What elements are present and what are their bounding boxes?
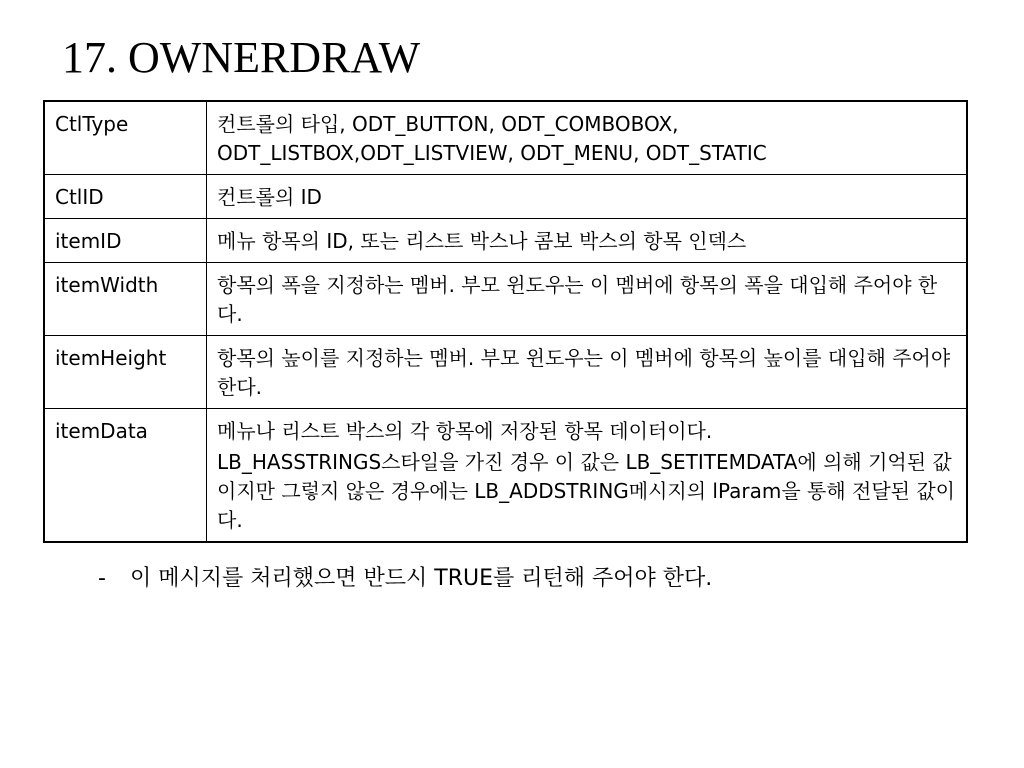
description-text: LB_HASSTRINGS스타일을 가진 경우 이 값은 LB_SETITEMDATA에 의해 기억된 값이지만 그렇지 않은 경우에는 LB_ADDSTRING메시지의 lParam을 통해 전달된 값이다. (217, 450, 955, 532)
field-description-cell (207, 101, 968, 175)
description-text: 항목의 높이를 지정하는 멤버. 부모 윈도우는 이 멤버에 항목의 높이를 대입해 주어야 한다. (217, 346, 951, 399)
table-row (44, 263, 967, 336)
footnote-text: 이 메시지를 처리했으면 반드시 TRUE를 리턴해 주어야 한다. (130, 566, 713, 591)
table-row (44, 336, 967, 409)
ownerdraw-struct-table (43, 100, 968, 543)
table-row (44, 219, 967, 263)
field-name-cell: itemHeight (44, 336, 207, 409)
table-row (44, 101, 967, 175)
field-description-cell (207, 175, 968, 219)
field-name-cell: itemWidth (44, 263, 207, 336)
footnote (98, 563, 712, 595)
description-text: 컨트롤의 ID (217, 185, 322, 209)
field-name-cell: itemData (44, 409, 207, 543)
description-text: 항목의 폭을 지정하는 멤버. 부모 윈도우는 이 멤버에 항목의 폭을 대입해 주어야 한다. (217, 273, 938, 326)
table-row (44, 409, 967, 543)
bullet-dash: - (98, 566, 106, 591)
table-row (44, 175, 967, 219)
field-name-cell: itemID (44, 219, 207, 263)
description-text: 컨트롤의 타입, ODT_BUTTON, ODT_COMBOBOX, ODT_LISTBOX,ODT_LISTVIEW, ODT_MENU, ODT_STATIC (217, 112, 767, 165)
field-description-cell (207, 263, 968, 336)
field-description-cell (207, 409, 968, 543)
description-text: 메뉴 항목의 ID, 또는 리스트 박스나 콤보 박스의 항목 인덱스 (217, 229, 747, 253)
field-name-cell: CtlID (44, 175, 207, 219)
description-text: 메뉴나 리스트 박스의 각 항목에 저장된 항목 데이터이다. (217, 419, 713, 443)
slide-title: 17. OWNERDRAW (62, 33, 421, 82)
field-description-cell (207, 219, 968, 263)
field-description-cell (207, 336, 968, 409)
field-name-cell: CtlType (44, 101, 207, 175)
